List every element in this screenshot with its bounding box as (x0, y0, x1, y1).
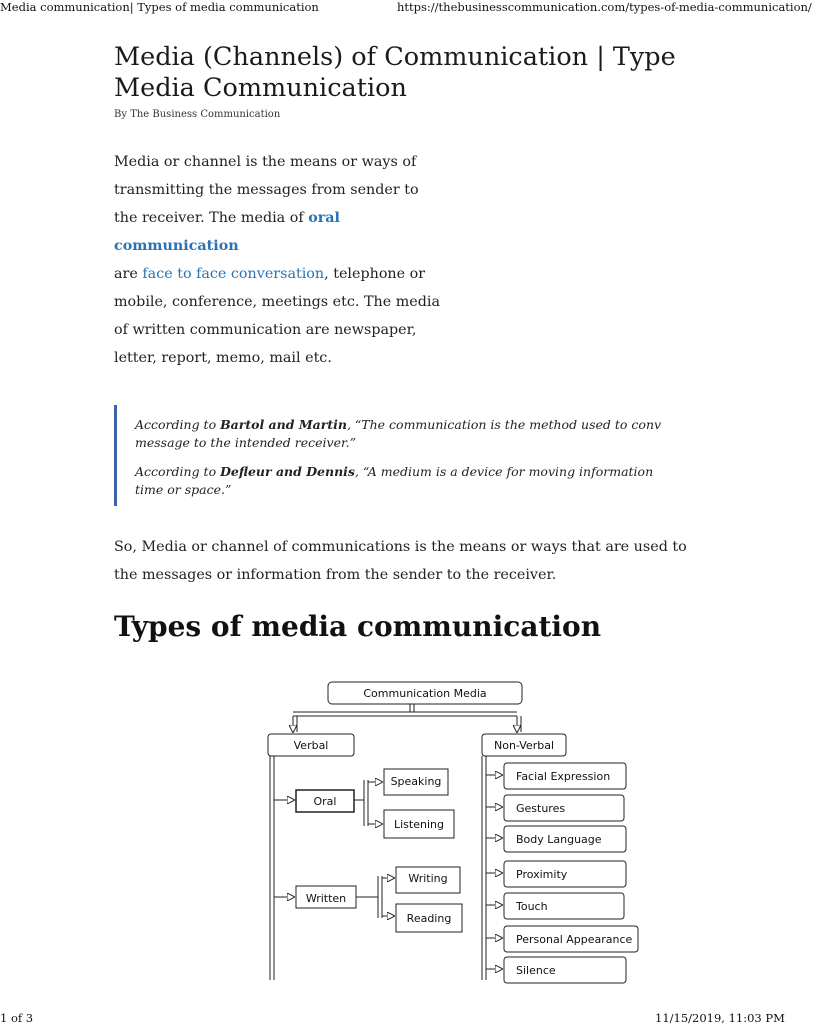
oral-communication-link[interactable]: oral communication (114, 210, 340, 254)
intro-text-1: Media or channel is the means or ways of transmitting the messages from sender to the receiver. The media of (114, 154, 419, 226)
quote-defleur-line2: time or space.” (135, 482, 232, 497)
diagram-reading-label: Reading (406, 912, 452, 925)
diagram-nv-label-3: Body Language (516, 833, 602, 846)
diagram-verbal-label: Verbal (293, 739, 329, 752)
diagram-nonverbal-label: Non-Verbal (494, 739, 554, 752)
intro-paragraph (114, 148, 444, 372)
quote-prefix: According to (135, 417, 221, 432)
face-to-face-link[interactable]: face to face conversation (142, 266, 325, 282)
diagram-nv-label-4: Proximity (516, 868, 568, 881)
diagram-writing-label: Writing (408, 872, 448, 885)
blockquote (114, 405, 817, 506)
diagram-nv-label-1: Facial Expression (516, 770, 611, 783)
diagram-speaking-label: Speaking (390, 775, 442, 788)
article-content (114, 0, 687, 1010)
summary-line1: So, Media or channel of communications is the means or ways that are used to (114, 539, 687, 555)
article-title-line1: Media (Channels) of Communication | Type (114, 42, 676, 72)
print-footer-datetime: 11/15/2019, 11:03 PM (655, 1011, 785, 1025)
diagram-nv-label-7: Silence (516, 964, 556, 977)
summary-paragraph (114, 533, 814, 589)
intro-text-2: are (114, 266, 143, 282)
quote-bartol-line2: message to the intended receiver.” (135, 435, 356, 450)
diagram-nv-label-2: Gestures (516, 802, 566, 815)
article-title-line2: Media Communication (114, 73, 407, 103)
byline (114, 109, 280, 120)
intro-text-3: , telephone or mobile, conference, meetings etc. The media of written communication are newspaper, letter, report, memo, mail etc. (114, 266, 441, 366)
print-header-url: https://thebusinesscommunication.com/types-of-media-communication/ (397, 0, 812, 14)
quote-prefix: According to (135, 464, 221, 479)
section-heading: Types of media communication (114, 610, 602, 643)
diagram-oral-label: Oral (313, 795, 337, 808)
quote-defleur (117, 463, 817, 499)
diagram-written-label: Written (305, 892, 347, 905)
diagram-root-label: Communication Media (363, 687, 487, 700)
byline-author[interactable]: The Business Communication (130, 109, 281, 120)
quote-author-bartol: Bartol and Martin (220, 417, 347, 432)
print-footer-page: 1 of 3 (0, 1011, 34, 1025)
quote-defleur-line1: , “A medium is a device for moving information (354, 464, 654, 479)
diagram-nv-label-6: Personal Appearance (516, 933, 633, 946)
quote-bartol (117, 405, 817, 452)
summary-line2: the messages or information from the sender to the receiver. (114, 567, 557, 583)
quote-bartol-line1: , “The communication is the method used to conv (346, 417, 662, 432)
diagram-nv-label-5: Touch (516, 900, 548, 913)
media-communication-diagram (264, 676, 664, 986)
quote-author-defleur: Defleur and Dennis (220, 464, 355, 479)
diagram-listening-label: Listening (394, 818, 444, 831)
print-header-title: Media communication| Types of media communication (0, 0, 319, 14)
article-title (114, 42, 814, 104)
byline-prefix: By (114, 109, 127, 120)
